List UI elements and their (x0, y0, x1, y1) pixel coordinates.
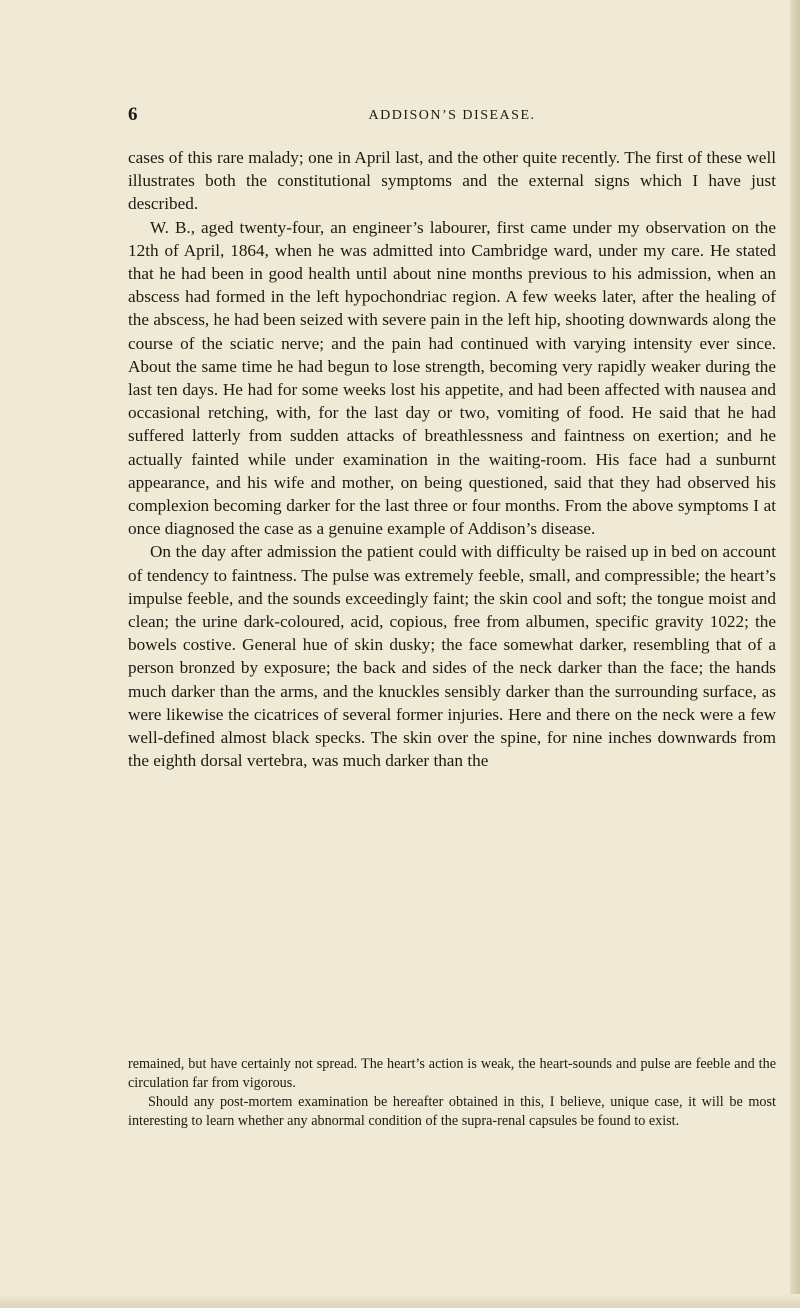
paragraph-continuation: cases of this rare malady; one in April last, and the other quite recently. The first of these well illustrates both the constitutional symptoms and the external signs which I have just described. (128, 148, 776, 214)
page-edge (790, 0, 800, 1308)
page-header (128, 104, 776, 130)
footnote (128, 1055, 776, 1131)
paragraph-case-history: W. B., aged twenty-four, an engineer’s labourer, first came under my observation on the 12th of April, 1864, when he was admitted into Cambridge ward, under my care. He stated that he had been in good health until about nine months previous to his admission, when an abscess had formed in the left hypochondriac region. A few weeks later, after the healing of the abscess, he had been seized with severe pain in the left hip, shooting downwards along the course of the sciatic nerve; and the pain had continued with varying intensity ever since. About the same time he had begun to lose strength, becoming very rapidly weaker during the last ten days. He had for some weeks lost his appetite, and had been affected with nausea and occasional retching, with, for the last day or two, vomiting of food. He said that he had suffered latterly from sudden attacks of breathlessness and faintness on exertion; and he actually fainted while under examination in the waiting-room. His face had a sunburnt appearance, and his wife and mother, on being questioned, said that they had observed his complexion becoming darker for the last three or four months. From the above symptoms I at once diagnosed the case as a genuine example of Addison’s disease. (128, 217, 776, 539)
paragraph-examination: On the day after admission the patient could with difficulty be raised up in bed on account of tendency to faintness. The pulse was extremely feeble, small, and compressible; the heart’s impulse feeble, and the sounds exceedingly faint; the skin cool and soft; the tongue moist and clean; the urine dark-coloured, acid, copious, free from albumen, specific gravity 1022; the bowels costive. General hue of skin dusky; the face somewhat darker, resembling that of a person bronzed by exposure; the back and sides of the neck darker than the face; the hands much darker than the arms, and the knuckles sensibly darker than the surrounding surface, as were likewise the cicatrices of several former injuries. Here and there on the neck were a few well-defined almost black specks. The skin over the spine, for nine inches downwards from the eighth dorsal vertebra, was much darker than the (128, 542, 776, 771)
page-number: 6 (128, 104, 138, 125)
body-text (128, 146, 776, 772)
footnote-paragraph: remained, but have certainly not spread. The heart’s action is weak, the heart-sounds and pulse are feeble and the circulation far from vigorous. (128, 1056, 776, 1091)
footnote-paragraph: Should any post-mortem examination be hereafter obtained in this, I believe, unique case, it will be most interesting to learn whether any abnormal condition of the supra-renal capsules be found to exist. (128, 1094, 776, 1129)
running-head: ADDISON’S DISEASE. (368, 108, 536, 123)
page-bottom-edge (0, 1294, 800, 1308)
